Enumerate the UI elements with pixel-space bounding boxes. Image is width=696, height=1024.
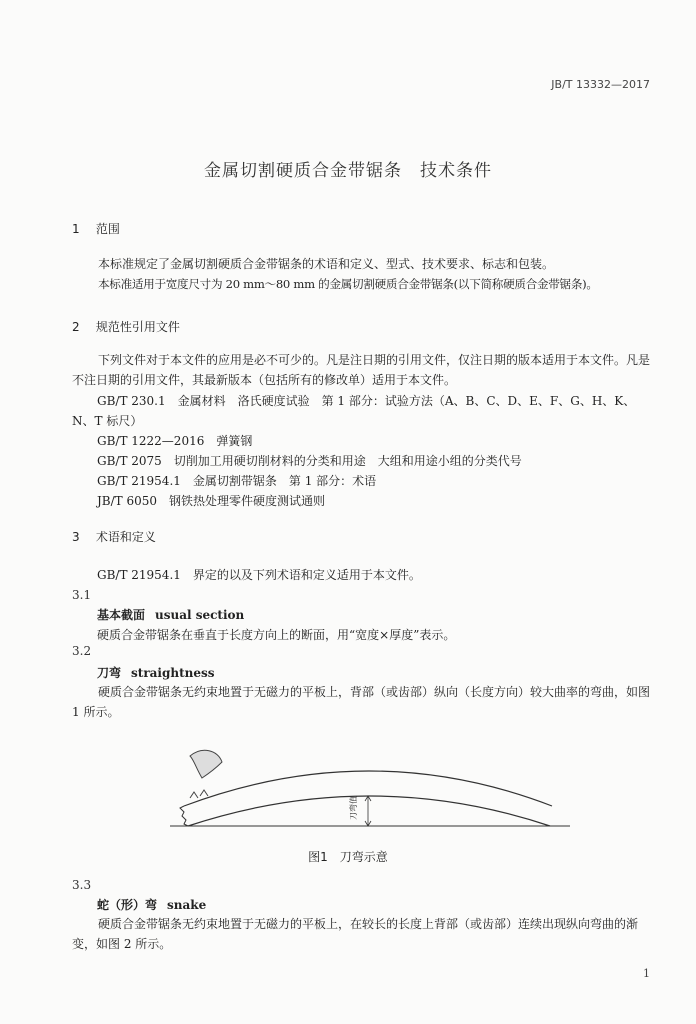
section-title: 术语和定义 — [95, 530, 156, 544]
reference-item: GB/T 230.1 金属材料 洛氏硬度试验 第 1 部分：试验方法（A、B、C、D、E、F、G、H、K、 — [97, 394, 636, 408]
blade-end-break-line — [180, 806, 188, 826]
figure-1-blade-curvature-diagram — [170, 738, 570, 838]
term-number: 3.3 — [72, 878, 92, 892]
term-definition: 硬质合金带锯条在垂直于长度方向上的断面，用“宽度×厚度”表示。 — [97, 628, 456, 642]
section-number: 2 — [72, 320, 80, 334]
section-2-heading — [72, 318, 180, 335]
saw-teeth-sketch — [190, 790, 208, 798]
references-intro: 下列文件对于本文件的应用是必不可少的。凡是注日期的引用文件，仅注日期的版本适用于本文件。凡是不注日期的引用文件，其最新版本（包括所有的修改单）适用于本文件。 — [72, 353, 651, 387]
section-title: 规范性引用文件 — [95, 320, 180, 334]
reference-item: GB/T 21954.1 金属切割带锯条 第 1 部分：术语 — [97, 474, 377, 488]
term-number: 3.2 — [72, 644, 92, 658]
scope-paragraph-2: 本标准适用于宽度尺寸为 20 mm～80 mm 的金属切割硬质合金带锯条(以下简称硬质合金带锯条)。 — [98, 277, 598, 291]
term-entry — [97, 606, 244, 623]
figure-1-caption: 图1 刀弯示意 — [308, 850, 388, 864]
term-definition: 硬质合金带锯条无约束地置于无磁力的平板上，在较长的长度上背部（或齿部）连续出现纵向弯曲的渐变，如图 2 所示。 — [72, 917, 639, 951]
term-chinese: 刀弯 — [97, 666, 122, 680]
scope-paragraph-1: 本标准规定了金属切割硬质合金带锯条的术语和定义、型式、技术要求、标志和包装。 — [98, 257, 555, 271]
term-english: usual section — [155, 608, 245, 622]
term-english: snake — [167, 898, 207, 912]
section-number: 3 — [72, 530, 80, 544]
page-number: 1 — [643, 967, 650, 980]
section-3-heading — [72, 528, 156, 545]
standard-number: JB/T 13332—2017 — [551, 78, 650, 91]
term-definition: 硬质合金带锯条无约束地置于无磁力的平板上，背部（或齿部）纵向（长度方向）较大曲率的弯曲，如图 1 所示。 — [72, 685, 651, 719]
term-entry — [97, 896, 206, 913]
reference-item: N、T 标尺） — [72, 414, 143, 428]
section-number: 1 — [72, 222, 80, 236]
reference-item: JB/T 6050 钢铁热处理零件硬度测试通则 — [97, 494, 326, 508]
reference-item: GB/T 1222—2016 弹簧钢 — [97, 434, 253, 448]
term-chinese: 基本截面 — [97, 608, 146, 622]
dimension-label: 刀弯值 — [349, 796, 358, 820]
term-english: straightness — [131, 666, 215, 680]
cut-workpiece-sketch — [190, 750, 222, 778]
term-chinese: 蛇（形）弯 — [97, 898, 158, 912]
section-1-heading — [72, 220, 120, 237]
document-title: 金属切割硬质合金带锯条 技术条件 — [204, 161, 492, 181]
reference-item: GB/T 2075 切削加工用硬切削材料的分类和用途 大组和用途小组的分类代号 — [97, 454, 522, 468]
term-number: 3.1 — [72, 588, 92, 602]
term-entry — [97, 664, 215, 681]
terms-intro: GB/T 21954.1 界定的以及下列术语和定义适用于本文件。 — [97, 568, 421, 582]
blade-tooth-edge — [188, 796, 550, 826]
section-title: 范围 — [95, 222, 120, 236]
